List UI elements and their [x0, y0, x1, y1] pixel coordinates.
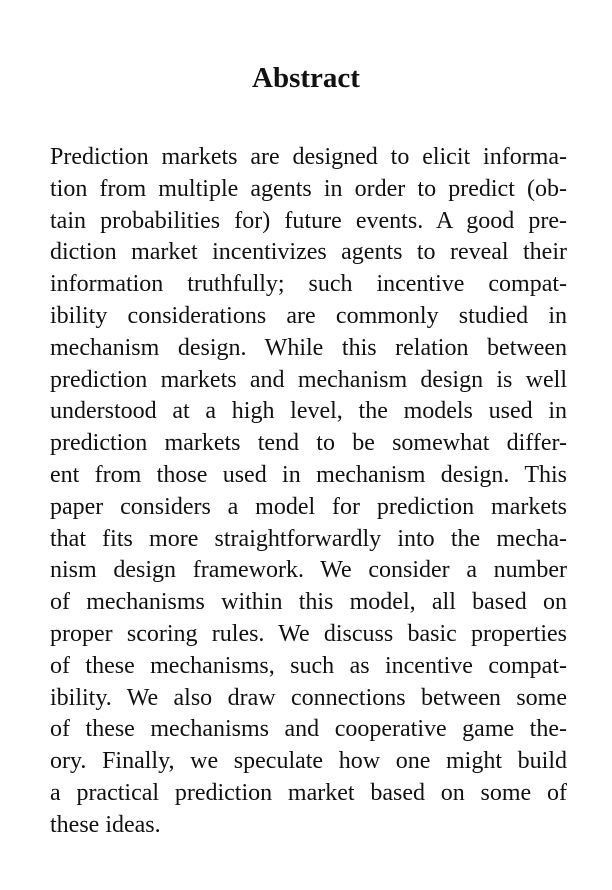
- abstract-line: a practical prediction market based on some of: [50, 779, 567, 806]
- abstract-line: ent from those used in mechanism design. This: [50, 461, 567, 488]
- abstract-line: mechanism design. While this relation between: [50, 334, 567, 361]
- abstract-line: Prediction markets are designed to elicit informa-: [50, 144, 567, 170]
- abstract-line: diction market incentivizes agents to reveal their: [50, 239, 567, 266]
- abstract-line: of these mechanisms, such as incentive compat-: [50, 652, 567, 679]
- abstract-body: [50, 142, 567, 842]
- abstract-line: that fits more straightforwardly into the mecha-: [50, 525, 567, 552]
- abstract-line: paper considers a model for prediction markets: [50, 493, 567, 520]
- abstract-line: tion from multiple agents in order to predict (ob-: [50, 175, 567, 202]
- abstract-line: proper scoring rules. We discuss basic properties: [50, 620, 567, 647]
- abstract-line: information truthfully; such incentive compat-: [50, 271, 567, 298]
- abstract-line: ory. Finally, we speculate how one might build: [50, 748, 567, 775]
- abstract-line: ibility. We also draw connections between some: [50, 684, 567, 711]
- abstract-line: understood at a high level, the models used in: [50, 398, 567, 425]
- abstract-line: prediction markets and mechanism design is well: [50, 366, 567, 393]
- abstract-line: ibility considerations are commonly studied in: [50, 302, 567, 329]
- abstract-line: these ideas.: [50, 811, 161, 838]
- abstract-title: Abstract: [252, 62, 360, 94]
- abstract-line: of mechanisms within this model, all based on: [50, 589, 567, 616]
- abstract-line: of these mechanisms and cooperative game the-: [50, 716, 567, 743]
- abstract-line: prediction markets tend to be somewhat differ-: [50, 430, 567, 457]
- abstract-line: tain probabilities for) future events. A good pre-: [50, 207, 567, 234]
- abstract-line: nism design framework. We consider a number: [50, 557, 567, 584]
